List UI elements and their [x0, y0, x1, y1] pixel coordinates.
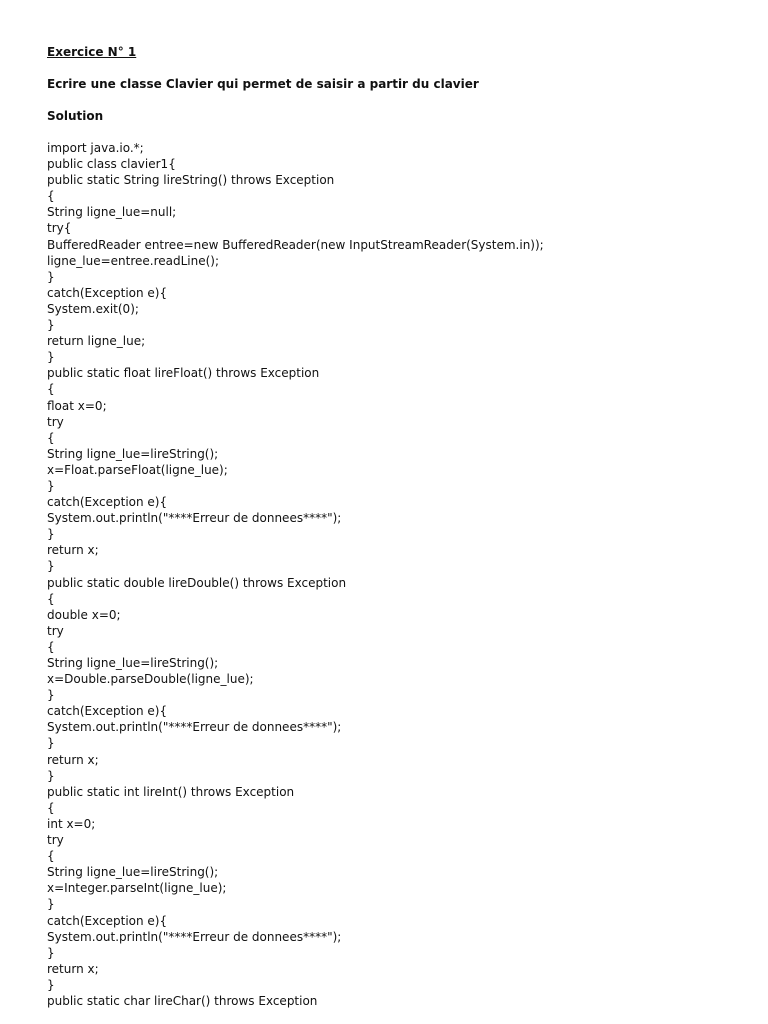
code-line: return x; — [47, 961, 99, 976]
code-line: catch(Exception e){ — [47, 495, 168, 510]
code-line: x=Double.parseDouble(ligne_lue); — [47, 672, 254, 687]
code-line: int x=0; — [47, 816, 96, 831]
code-line: public static String lireString() throws Exception — [47, 173, 335, 188]
code-line: catch(Exception e){ — [47, 704, 168, 719]
code-line: } — [47, 688, 55, 703]
code-line: String ligne_lue=lireString(); — [47, 656, 219, 670]
code-line: x=Float.parseFloat(ligne_lue); — [47, 462, 228, 477]
code-line: String ligne_lue=null; — [47, 205, 177, 220]
code-line: } — [47, 478, 55, 493]
code-line: return x; — [47, 752, 99, 767]
code-line: } — [47, 318, 55, 333]
code-line: } — [47, 269, 55, 284]
code-line: public static double lireDouble() throws Exception — [47, 575, 347, 590]
code-line: } — [47, 768, 55, 783]
code-line: catch(Exception e){ — [47, 285, 168, 300]
code-line: } — [47, 945, 55, 960]
code-line: } — [47, 559, 55, 574]
solution-heading: Solution — [47, 109, 104, 123]
document-page — [47, 44, 747, 1009]
code-line: String ligne_lue=lireString(); — [47, 446, 219, 461]
code-line: try{ — [47, 221, 72, 236]
code-line: System.out.println("****Erreur de donnees****"); — [47, 720, 342, 735]
code-line: return ligne_lue; — [47, 334, 146, 349]
code-line: } — [47, 897, 55, 912]
code-line: { — [47, 800, 55, 815]
code-line: public static char lireChar() throws Exception — [47, 993, 318, 1008]
code-line: public class clavier1{ — [47, 157, 176, 172]
code-line: catch(Exception e){ — [47, 913, 168, 928]
code-line: { — [47, 639, 55, 654]
code-line: } — [47, 350, 55, 365]
code-line: return x; — [47, 543, 99, 558]
code-line: x=Integer.parseInt(ligne_lue); — [47, 881, 227, 896]
code-line: System.out.println("****Erreur de donnees****"); — [47, 929, 342, 944]
code-line: { — [47, 189, 55, 204]
code-listing — [47, 140, 747, 1009]
code-line: { — [47, 382, 55, 397]
code-line: ligne_lue=entree.readLine(); — [47, 253, 220, 268]
exercise-title: Exercice N° 1 — [47, 45, 137, 59]
code-line: } — [47, 736, 55, 751]
code-line: { — [47, 430, 55, 445]
code-line: { — [47, 591, 55, 606]
code-line: } — [47, 977, 55, 992]
code-line: BufferedReader entree=new BufferedReader(new InputStreamReader(System.in)); — [47, 237, 544, 252]
code-line: try — [47, 623, 64, 638]
code-line: String ligne_lue=lireString(); — [47, 865, 219, 880]
exercise-statement: Ecrire une classe Clavier qui permet de saisir a partir du clavier — [47, 77, 479, 91]
code-line: { — [47, 849, 55, 864]
code-line: System.exit(0); — [47, 301, 139, 316]
code-line: public static int lireInt() throws Exception — [47, 784, 295, 799]
code-line: import java.io.*; — [47, 141, 144, 155]
code-line: try — [47, 833, 64, 848]
code-line: System.out.println("****Erreur de donnees****"); — [47, 511, 342, 526]
code-line: } — [47, 527, 55, 542]
code-line: float x=0; — [47, 398, 107, 413]
code-line: public static float lireFloat() throws Exception — [47, 366, 320, 381]
code-line: double x=0; — [47, 607, 121, 622]
code-line: try — [47, 414, 64, 429]
